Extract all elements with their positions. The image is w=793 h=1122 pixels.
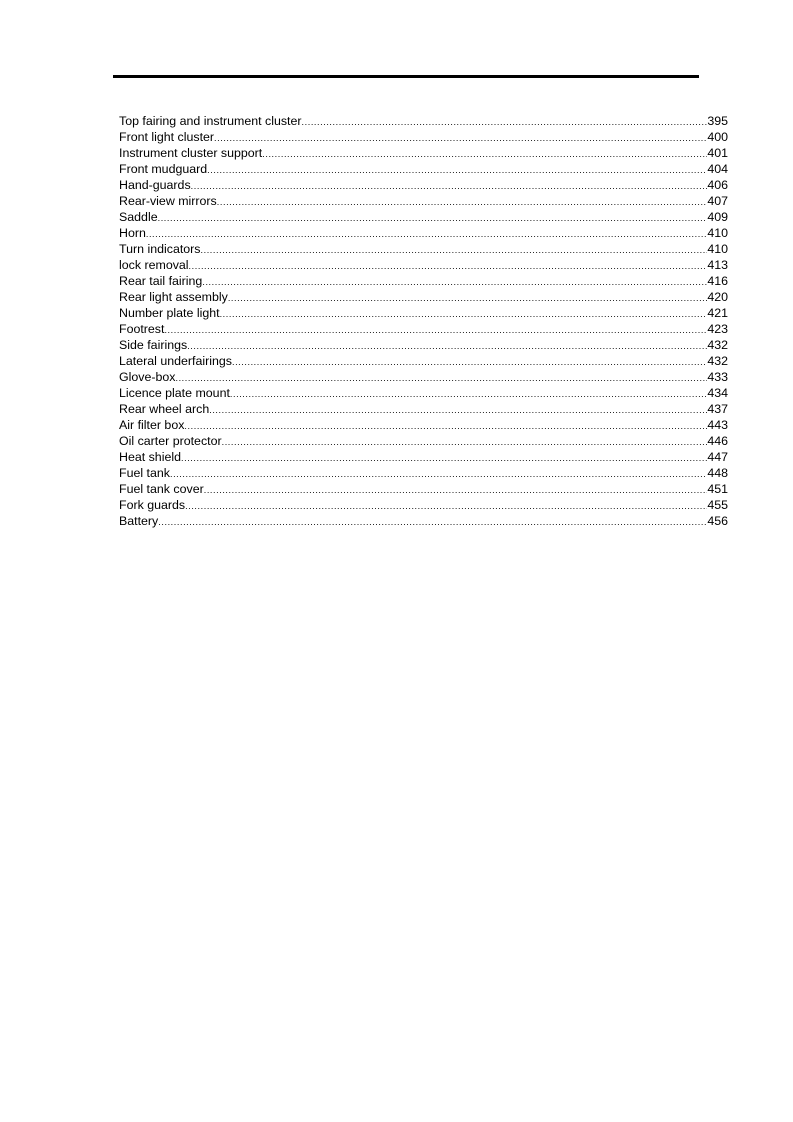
toc-dot-leader [191, 178, 708, 194]
toc-dot-leader [217, 194, 708, 210]
toc-entry-page: 432 [707, 354, 728, 368]
toc-dot-leader [228, 290, 708, 306]
toc-entry[interactable] [119, 161, 728, 177]
toc-dot-leader [146, 226, 707, 242]
toc-entry-title: Rear wheel arch [119, 402, 210, 416]
toc-dot-leader [230, 386, 707, 402]
toc-entry-title: Licence plate mount [119, 386, 230, 400]
toc-entry[interactable] [119, 337, 728, 353]
toc-dot-leader [204, 482, 708, 498]
toc-entry-title: Lateral underfairings [119, 354, 232, 368]
toc-entry[interactable] [119, 449, 728, 465]
toc-entry-page: 446 [707, 434, 728, 448]
header-rule [113, 75, 699, 78]
toc-entry[interactable] [119, 241, 728, 257]
toc-dot-leader [189, 258, 708, 274]
toc-entry-title: Oil carter protector [119, 434, 222, 448]
toc-entry-title: Rear-view mirrors [119, 194, 217, 208]
toc-entry-title: Rear light assembly [119, 290, 228, 304]
toc-entry-title: Number plate light [119, 306, 220, 320]
toc-entry[interactable] [119, 257, 728, 273]
toc-entry[interactable] [119, 177, 728, 193]
toc-dot-leader [222, 434, 708, 450]
toc-dot-leader [220, 306, 708, 322]
toc-entry-page: 455 [707, 498, 728, 512]
toc-entry-title: Battery [119, 514, 159, 528]
toc-entry[interactable] [119, 273, 728, 289]
toc-entry-page: 410 [707, 242, 728, 256]
toc-entry-page: 448 [707, 466, 728, 480]
toc-entry-title: lock removal [119, 258, 189, 272]
toc-entry-title: Horn [119, 226, 146, 240]
toc-entry-title: Instrument cluster support [119, 146, 263, 160]
toc-entry[interactable] [119, 433, 728, 449]
toc-entry[interactable] [119, 465, 728, 481]
toc-entry-page: 456 [707, 514, 728, 528]
toc-entry[interactable] [119, 513, 728, 529]
toc-entry[interactable] [119, 129, 728, 145]
toc-entry[interactable] [119, 497, 728, 513]
toc-dot-leader [184, 418, 707, 434]
toc-entry-title: Side fairings [119, 338, 188, 352]
toc-entry[interactable] [119, 305, 728, 321]
toc-dot-leader [164, 322, 707, 338]
toc-dot-leader [187, 338, 707, 354]
toc-entry-page: 401 [707, 146, 728, 160]
toc-entry-page: 437 [707, 402, 728, 416]
toc-entry-page: 395 [707, 114, 728, 128]
toc-entry-title: Rear tail fairing [119, 274, 203, 288]
toc-entry-page: 409 [707, 210, 728, 224]
toc-dot-leader [158, 210, 708, 226]
toc-entry-page: 413 [707, 258, 728, 272]
toc-entry-page: 421 [707, 306, 728, 320]
toc-entry-title: Saddle [119, 210, 158, 224]
toc-dot-leader [232, 354, 707, 370]
toc-entry-page: 420 [707, 290, 728, 304]
toc-dot-leader [209, 402, 707, 418]
toc-dot-leader [201, 242, 708, 258]
toc-entry-page: 423 [707, 322, 728, 336]
toc-entry-page: 410 [707, 226, 728, 240]
toc-entry[interactable] [119, 145, 728, 161]
toc-entry-page: 406 [707, 178, 728, 192]
toc-entry-title: Heat shield [119, 450, 181, 464]
toc-entry-page: 407 [707, 194, 728, 208]
toc-entry-page: 432 [707, 338, 728, 352]
toc-dot-leader [202, 274, 707, 290]
toc-entry-title: Glove-box [119, 370, 176, 384]
toc-entry-page: 400 [707, 130, 728, 144]
toc-entry-title: Footrest [119, 322, 165, 336]
toc-entry[interactable] [119, 369, 728, 385]
toc-entry[interactable] [119, 353, 728, 369]
toc-entry[interactable] [119, 385, 728, 401]
toc-entry[interactable] [119, 401, 728, 417]
toc-entry-title: Fork guards [119, 498, 186, 512]
toc-entry-page: 433 [707, 370, 728, 384]
toc-entry-page: 416 [707, 274, 728, 288]
toc-entry-title: Hand-guards [119, 178, 191, 192]
toc-entry[interactable] [119, 209, 728, 225]
toc-dot-leader [185, 498, 707, 514]
toc-entry-title: Air filter box [119, 418, 185, 432]
toc-dot-leader [262, 146, 707, 162]
toc-dot-leader [175, 370, 707, 386]
toc-entry-title: Turn indicators [119, 242, 201, 256]
toc-entry-page: 447 [707, 450, 728, 464]
toc-entry-title: Fuel tank [119, 466, 170, 480]
toc-entry-page: 404 [707, 162, 728, 176]
toc-entry[interactable] [119, 321, 728, 337]
toc-dot-leader [158, 514, 707, 530]
toc-entry-title: Front mudguard [119, 162, 208, 176]
toc-entry[interactable] [119, 481, 728, 497]
toc-entry-page: 443 [707, 418, 728, 432]
table-of-contents [119, 113, 728, 529]
toc-entry[interactable] [119, 113, 728, 129]
toc-entry[interactable] [119, 193, 728, 209]
toc-dot-leader [207, 162, 707, 178]
toc-entry-page: 434 [707, 386, 728, 400]
toc-entry[interactable] [119, 289, 728, 305]
toc-dot-leader [302, 114, 708, 130]
toc-entry[interactable] [119, 417, 728, 433]
toc-dot-leader [181, 450, 707, 466]
toc-dot-leader [170, 466, 707, 482]
toc-entry-title: Fuel tank cover [119, 482, 204, 496]
toc-entry-title: Top fairing and instrument cluster [119, 114, 302, 128]
toc-entry-page: 451 [707, 482, 728, 496]
toc-entry-title: Front light cluster [119, 130, 215, 144]
toc-entry[interactable] [119, 225, 728, 241]
toc-dot-leader [214, 130, 707, 146]
